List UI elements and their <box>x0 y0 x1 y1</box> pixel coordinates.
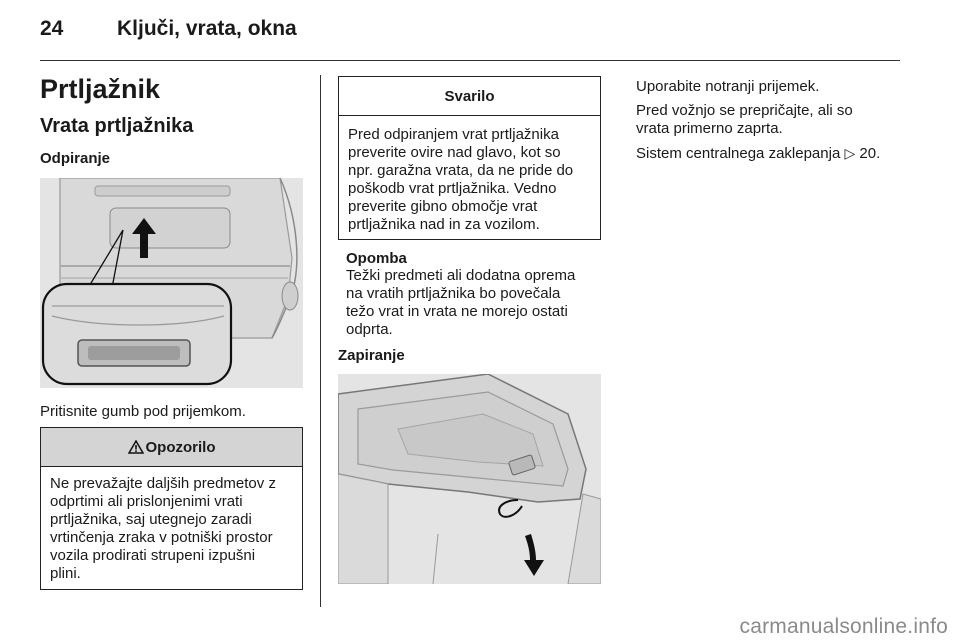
section-title: Prtljažnik <box>40 74 161 104</box>
warning-line: plini. <box>50 565 81 582</box>
ensure-closed-line: vrata primerno zaprta. <box>636 120 783 137</box>
header-divider <box>40 60 900 61</box>
caution-header <box>339 77 600 116</box>
caution-body <box>339 116 600 234</box>
note-line: težo vrat in vrata ne morejo ostati <box>346 303 568 320</box>
warning-title: Opozorilo <box>145 438 216 456</box>
central-locking-reference <box>636 144 906 163</box>
caution-box <box>338 76 601 240</box>
warning-body <box>41 467 302 583</box>
central-locking-page-link[interactable]: 20. <box>859 145 881 162</box>
caution-line: npr. garažna vrata, da ne pride do <box>348 162 574 179</box>
central-locking-text: Sistem centralnega zaklepanja <box>636 145 845 162</box>
inner-handle-text: Uporabite notranji prijemek. <box>636 78 820 95</box>
note-block <box>346 250 575 339</box>
page-number: 24 <box>40 17 64 40</box>
warning-header <box>41 428 302 467</box>
warning-line: prtljažnika, saj utegnejo zaradi <box>50 511 252 528</box>
note-line: odprta. <box>346 321 393 338</box>
watermark: carmanualsonline.info <box>739 615 948 638</box>
caution-line: preverite gibno območje vrat <box>348 198 538 215</box>
caution-line: preverite ovire nad glavo, kot so <box>348 144 561 161</box>
chapter-title: Ključi, vrata, okna <box>117 17 297 40</box>
note-line: na vratih prtljažnika bo povečala <box>346 285 561 302</box>
page-reference-arrow-icon: ▷ <box>844 145 856 161</box>
closing-heading: Zapiranje <box>338 347 405 364</box>
column-divider <box>320 75 321 607</box>
tailgate-release-illustration <box>40 178 303 388</box>
opening-heading: Odpiranje <box>40 150 111 167</box>
tailgate-closing-illustration <box>338 374 601 584</box>
warning-line: odprtimi ali prislonjenimi vrati <box>50 493 243 510</box>
tailgate-release-drawing <box>40 178 303 388</box>
tailgate-closing-drawing <box>338 374 601 584</box>
warning-line: vozila prodirati strupeni izpušni <box>50 547 256 564</box>
warning-triangle-icon <box>128 440 144 454</box>
caution-title: Svarilo <box>444 87 495 105</box>
right-column-text <box>636 78 906 169</box>
warning-box <box>40 427 303 590</box>
ensure-closed-line: Pred vožnjo se prepričajte, ali so <box>636 102 853 119</box>
note-title: Opomba <box>346 250 407 267</box>
caution-line: prtljažnika nad in za vozilom. <box>348 216 540 233</box>
ensure-closed-text <box>636 102 906 138</box>
warning-line: vrtinčenja zraka v potniški prostor <box>50 529 273 546</box>
warning-line: Ne prevažajte daljših predmetov z <box>50 475 276 492</box>
instruction-text: Pritisnite gumb pod prijemkom. <box>40 403 246 420</box>
caution-line: poškodb vrat prtljažnika. Vedno <box>348 180 557 197</box>
caution-line: Pred odpiranjem vrat prtljažnika <box>348 126 559 143</box>
subsection-title: Vrata prtljažnika <box>40 115 194 137</box>
note-line: Težki predmeti ali dodatna oprema <box>346 267 576 284</box>
